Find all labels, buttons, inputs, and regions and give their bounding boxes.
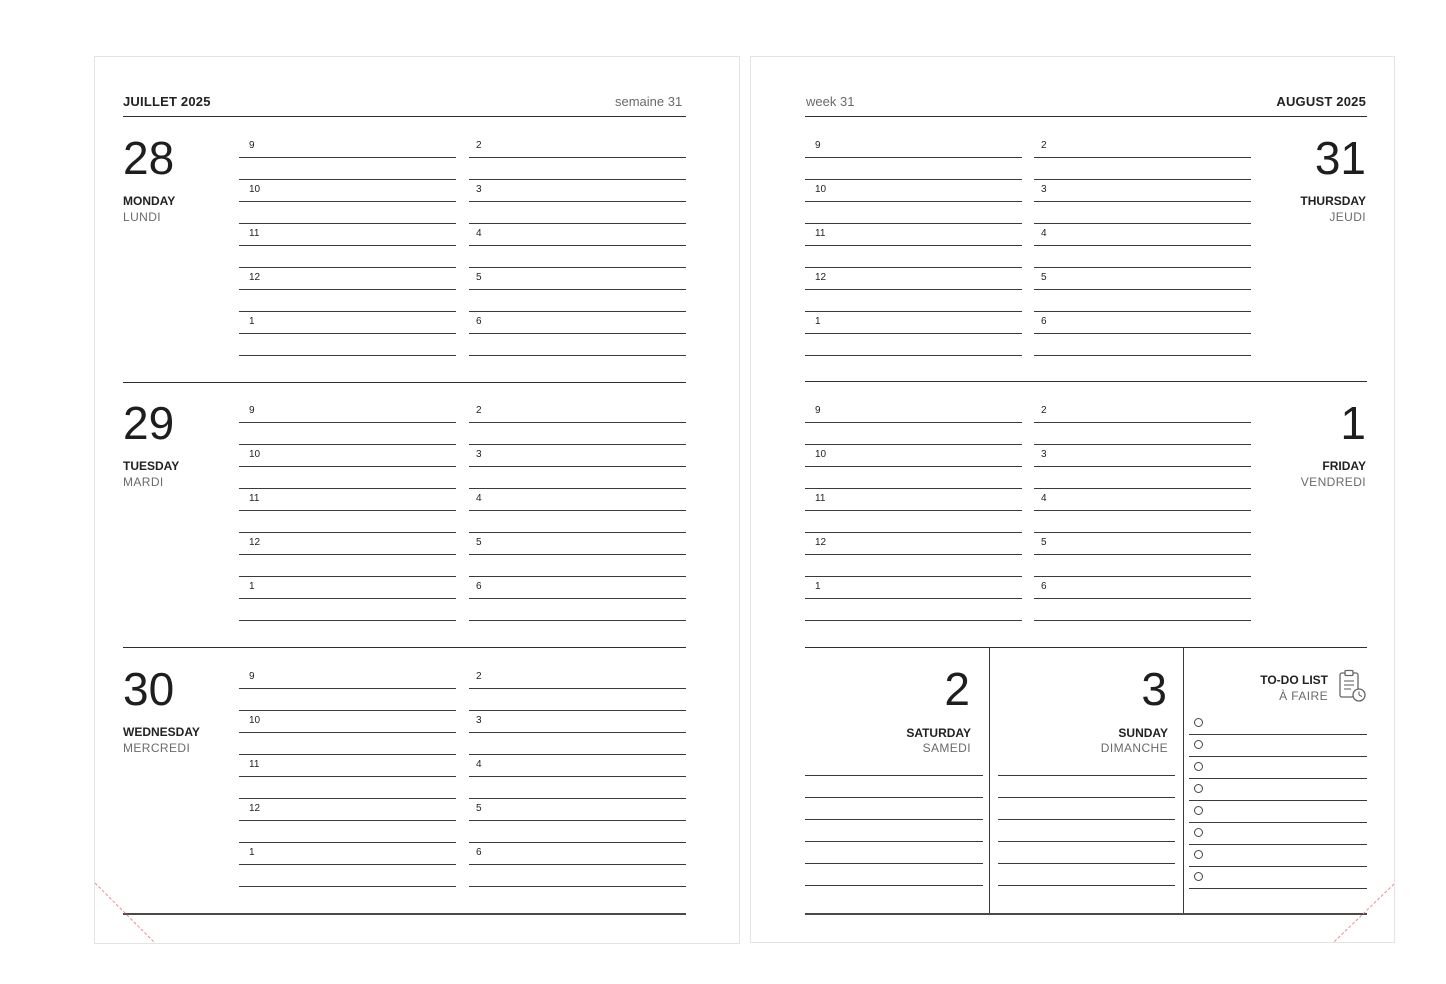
corner-guide-mark	[1334, 884, 1394, 942]
half-hour-line	[1034, 223, 1251, 224]
todo-checkbox-circle[interactable]	[1194, 784, 1203, 793]
day-name-en: THURSDAY	[1300, 194, 1366, 208]
day-name-en: TUESDAY	[123, 459, 180, 473]
hour-line	[469, 466, 686, 467]
left-header-rule	[123, 116, 686, 117]
hour-label: 12	[249, 803, 261, 814]
hour-label: 9	[815, 405, 821, 416]
left-week-label: semaine 31	[615, 94, 683, 109]
half-hour-line	[239, 620, 456, 621]
sunday-line	[998, 819, 1175, 820]
saturday-name-en: SATURDAY	[906, 726, 971, 740]
half-hour-line	[239, 488, 456, 489]
hour-label: 12	[815, 272, 827, 283]
hour-label: 3	[1041, 184, 1047, 195]
day-name-en: MONDAY	[123, 194, 176, 208]
hour-label: 11	[249, 228, 260, 239]
day-name-fr: MARDI	[123, 475, 164, 489]
day-name-en: WEDNESDAY	[123, 725, 200, 739]
half-hour-line	[805, 267, 1022, 268]
day-number: 30	[123, 663, 175, 715]
hour-label: 4	[476, 228, 482, 239]
hour-label: 9	[249, 405, 255, 416]
hour-label: 11	[249, 759, 260, 770]
hour-line	[239, 157, 456, 158]
hour-label: 1	[815, 581, 821, 592]
half-hour-line	[805, 355, 1022, 356]
right-month-title: AUGUST 2025	[1276, 94, 1366, 109]
todo-line	[1189, 756, 1367, 757]
hour-line	[805, 157, 1022, 158]
saturday-line	[805, 797, 983, 798]
hour-label: 12	[249, 537, 261, 548]
day-number: 29	[123, 397, 175, 449]
hour-label: 5	[1041, 537, 1047, 548]
hour-line	[239, 289, 456, 290]
day-number: 28	[123, 132, 175, 184]
half-hour-line	[1034, 620, 1251, 621]
todo-checkbox-circle[interactable]	[1194, 740, 1203, 749]
hour-line	[805, 598, 1022, 599]
half-hour-line	[1034, 488, 1251, 489]
hour-label: 11	[815, 228, 826, 239]
hour-label: 1	[249, 316, 255, 327]
sunday-name-en: SUNDAY	[1118, 726, 1168, 740]
todo-title-fr: À FAIRE	[1279, 689, 1328, 703]
hour-line	[1034, 245, 1251, 246]
half-hour-line	[239, 576, 456, 577]
saturday-line	[805, 775, 983, 776]
day-separator-rule	[805, 381, 1367, 382]
half-hour-line	[1034, 355, 1251, 356]
hour-line	[469, 732, 686, 733]
hour-label: 1	[249, 847, 255, 858]
clipboard-clock-icon	[1338, 669, 1368, 705]
half-hour-line	[469, 620, 686, 621]
hour-label: 9	[249, 140, 255, 151]
day-number: 1	[1340, 397, 1366, 449]
saturday-line	[805, 863, 983, 864]
half-hour-line	[239, 886, 456, 887]
todo-line	[1189, 734, 1367, 735]
hour-line	[239, 776, 456, 777]
hour-line	[805, 289, 1022, 290]
hour-label: 10	[815, 449, 827, 460]
hour-label: 6	[1041, 316, 1047, 327]
hour-label: 12	[815, 537, 827, 548]
half-hour-line	[469, 444, 686, 445]
hour-label: 9	[249, 671, 255, 682]
sunday-line	[998, 885, 1175, 886]
hour-label: 6	[476, 847, 482, 858]
hour-label: 4	[1041, 493, 1047, 504]
sunday-day-number: 3	[1141, 663, 1167, 715]
half-hour-line	[239, 798, 456, 799]
weekend-top-rule	[805, 647, 1367, 648]
half-hour-line	[1034, 179, 1251, 180]
half-hour-line	[469, 710, 686, 711]
half-hour-line	[805, 444, 1022, 445]
hour-label: 5	[476, 803, 482, 814]
hour-line	[469, 820, 686, 821]
half-hour-line	[239, 355, 456, 356]
hour-line	[805, 245, 1022, 246]
hour-line	[469, 245, 686, 246]
right-bottom-rule	[805, 913, 1367, 915]
hour-label: 10	[815, 184, 827, 195]
hour-line	[805, 201, 1022, 202]
hour-line	[469, 333, 686, 334]
hour-line	[239, 422, 456, 423]
half-hour-line	[1034, 267, 1251, 268]
hour-label: 10	[249, 715, 261, 726]
sunday-line	[998, 841, 1175, 842]
half-hour-line	[1034, 576, 1251, 577]
half-hour-line	[469, 576, 686, 577]
half-hour-line	[805, 488, 1022, 489]
sunday-line	[998, 863, 1175, 864]
half-hour-line	[239, 179, 456, 180]
hour-label: 3	[1041, 449, 1047, 460]
saturday-line	[805, 819, 983, 820]
saturday-line	[805, 885, 983, 886]
hour-line	[239, 245, 456, 246]
half-hour-line	[239, 710, 456, 711]
hour-line	[1034, 598, 1251, 599]
hour-label: 2	[476, 671, 482, 682]
hour-label: 1	[249, 581, 255, 592]
hour-line	[239, 732, 456, 733]
hour-label: 6	[476, 316, 482, 327]
half-hour-line	[239, 532, 456, 533]
half-hour-line	[1034, 444, 1251, 445]
saturday-line	[805, 841, 983, 842]
hour-line	[239, 333, 456, 334]
half-hour-line	[469, 842, 686, 843]
half-hour-line	[469, 798, 686, 799]
hour-label: 3	[476, 715, 482, 726]
day-name-fr: JEUDI	[1329, 210, 1366, 224]
hour-label: 2	[1041, 405, 1047, 416]
day-separator-rule	[123, 647, 686, 648]
hour-line	[469, 554, 686, 555]
hour-line	[469, 864, 686, 865]
hour-label: 5	[476, 272, 482, 283]
hour-line	[805, 466, 1022, 467]
half-hour-line	[239, 267, 456, 268]
half-hour-line	[239, 311, 456, 312]
todo-checkbox-circle[interactable]	[1194, 872, 1203, 881]
hour-line	[1034, 201, 1251, 202]
hour-label: 4	[476, 759, 482, 770]
todo-line	[1189, 822, 1367, 823]
hour-label: 2	[476, 405, 482, 416]
half-hour-line	[239, 444, 456, 445]
weekend-divider-2	[1183, 648, 1184, 913]
hour-line	[1034, 510, 1251, 511]
half-hour-line	[805, 311, 1022, 312]
half-hour-line	[469, 223, 686, 224]
sunday-name-fr: DIMANCHE	[1100, 741, 1168, 755]
hour-label: 11	[815, 493, 826, 504]
hour-line	[469, 688, 686, 689]
half-hour-line	[805, 576, 1022, 577]
todo-checkbox-circle[interactable]	[1194, 762, 1203, 771]
hour-line	[1034, 289, 1251, 290]
hour-line	[469, 201, 686, 202]
hour-label: 12	[249, 272, 261, 283]
right-week-label: week 31	[806, 94, 855, 109]
left-bottom-rule	[123, 913, 686, 915]
hour-line	[469, 510, 686, 511]
hour-label: 6	[476, 581, 482, 592]
hour-label: 5	[476, 537, 482, 548]
hour-line	[805, 554, 1022, 555]
half-hour-line	[469, 532, 686, 533]
left-planner-page	[95, 57, 739, 943]
todo-line	[1189, 778, 1367, 779]
hour-label: 2	[476, 140, 482, 151]
right-planner-page	[751, 57, 1394, 942]
hour-line	[239, 554, 456, 555]
todo-checkbox-circle[interactable]	[1194, 828, 1203, 837]
todo-title-en: TO-DO LIST	[1260, 673, 1328, 687]
hour-line	[1034, 333, 1251, 334]
hour-label: 5	[1041, 272, 1047, 283]
hour-label: 4	[476, 493, 482, 504]
corner-guide-mark	[95, 883, 155, 943]
hour-label: 3	[476, 449, 482, 460]
hour-line	[1034, 554, 1251, 555]
hour-line	[1034, 466, 1251, 467]
hour-label: 10	[249, 449, 261, 460]
hour-line	[805, 510, 1022, 511]
hour-line	[1034, 157, 1251, 158]
hour-line	[469, 598, 686, 599]
hour-line	[239, 201, 456, 202]
half-hour-line	[239, 842, 456, 843]
sunday-line	[998, 797, 1175, 798]
hour-label: 3	[476, 184, 482, 195]
todo-checkbox-circle[interactable]	[1194, 850, 1203, 859]
day-separator-rule	[123, 382, 686, 383]
saturday-name-fr: SAMEDI	[922, 741, 971, 755]
half-hour-line	[469, 267, 686, 268]
day-name-fr: MERCREDI	[123, 741, 191, 755]
saturday-day-number: 2	[944, 663, 970, 715]
half-hour-line	[469, 355, 686, 356]
hour-label: 6	[1041, 581, 1047, 592]
sunday-line	[998, 775, 1175, 776]
hour-line	[469, 289, 686, 290]
day-name-fr: VENDREDI	[1300, 475, 1366, 489]
hour-line	[469, 157, 686, 158]
hour-label: 4	[1041, 228, 1047, 239]
day-name-fr: LUNDI	[123, 210, 162, 224]
day-name-en: FRIDAY	[1322, 459, 1366, 473]
half-hour-line	[805, 179, 1022, 180]
right-header-rule	[805, 116, 1367, 117]
hour-line	[805, 422, 1022, 423]
hour-label: 11	[249, 493, 260, 504]
hour-line	[239, 510, 456, 511]
half-hour-line	[469, 179, 686, 180]
half-hour-line	[239, 754, 456, 755]
todo-line	[1189, 800, 1367, 801]
todo-checkbox-circle[interactable]	[1194, 718, 1203, 727]
hour-line	[239, 466, 456, 467]
hour-line	[239, 864, 456, 865]
hour-line	[239, 820, 456, 821]
half-hour-line	[239, 223, 456, 224]
hour-label: 1	[815, 316, 821, 327]
hour-line	[469, 776, 686, 777]
hour-label: 9	[815, 140, 821, 151]
hour-line	[239, 598, 456, 599]
todo-line	[1189, 866, 1367, 867]
hour-label: 2	[1041, 140, 1047, 151]
half-hour-line	[469, 886, 686, 887]
hour-line	[469, 422, 686, 423]
left-month-title: JUILLET 2025	[123, 94, 211, 109]
half-hour-line	[805, 620, 1022, 621]
day-number: 31	[1314, 132, 1366, 184]
half-hour-line	[469, 311, 686, 312]
half-hour-line	[805, 532, 1022, 533]
hour-line	[805, 333, 1022, 334]
half-hour-line	[1034, 532, 1251, 533]
half-hour-line	[805, 223, 1022, 224]
hour-line	[1034, 422, 1251, 423]
half-hour-line	[1034, 311, 1251, 312]
weekend-divider-1	[989, 648, 990, 913]
half-hour-line	[469, 488, 686, 489]
hour-label: 10	[249, 184, 261, 195]
todo-checkbox-circle[interactable]	[1194, 806, 1203, 815]
todo-line	[1189, 844, 1367, 845]
half-hour-line	[469, 754, 686, 755]
hour-line	[239, 688, 456, 689]
